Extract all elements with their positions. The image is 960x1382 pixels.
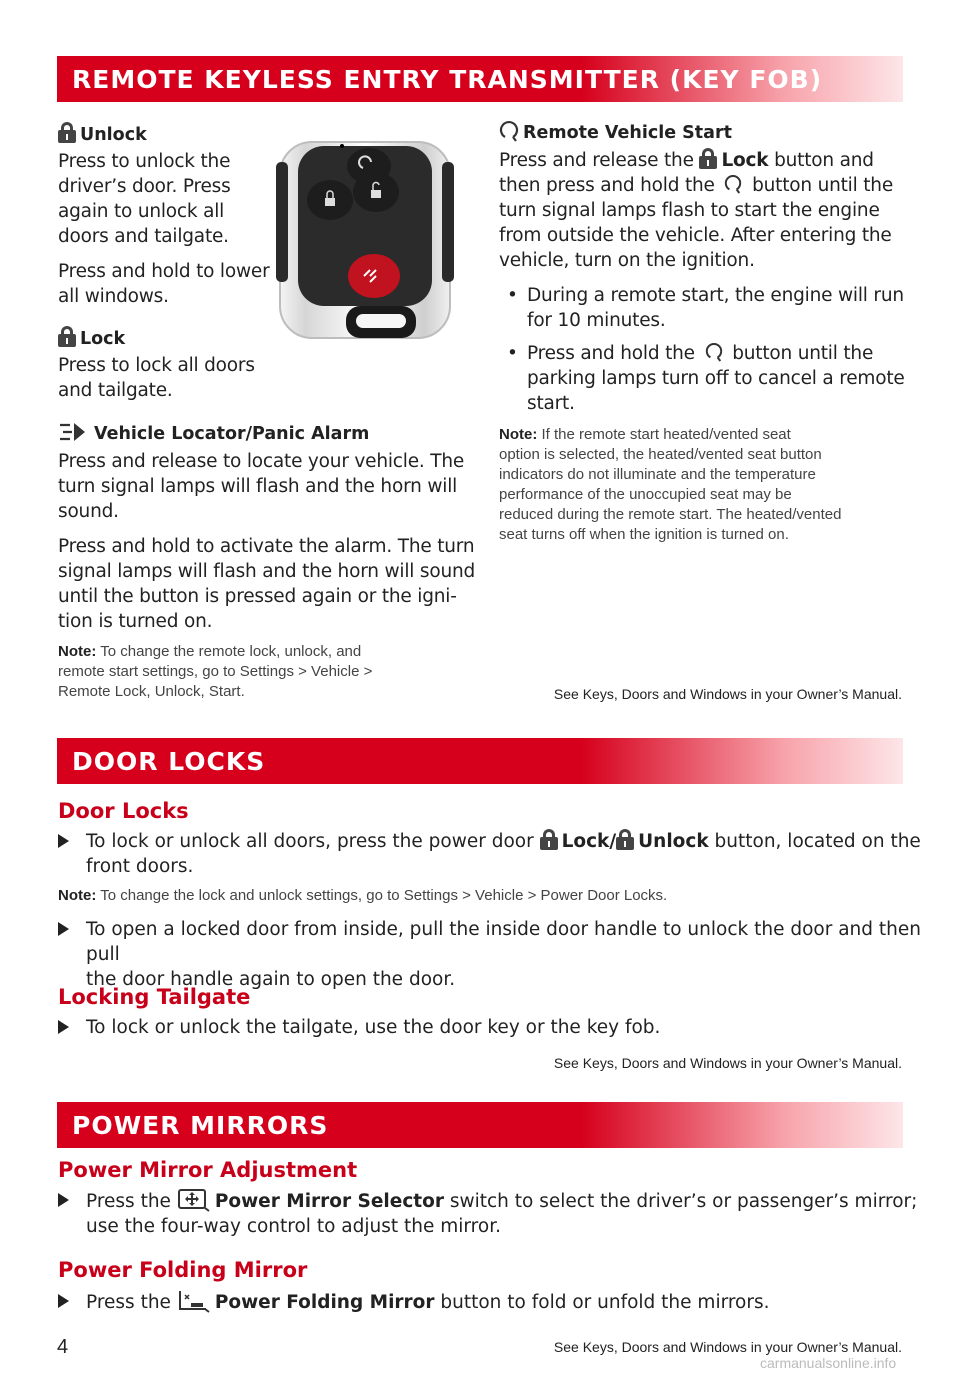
text-line: reduced during the remote start. The heated/vented — [499, 506, 842, 523]
remote-start-heading — [499, 120, 732, 143]
remote-start-icon — [705, 342, 723, 362]
unlock-icon — [616, 829, 634, 850]
mirror-selector-label: Power Mirror Selector — [214, 1191, 444, 1212]
note-label: Note: — [499, 426, 538, 443]
text-span: switch to select the driver’s or passenger’s mirror; — [443, 1191, 918, 1212]
text-span: button, located on the — [708, 831, 921, 852]
text-line: performance of the unoccupied seat may be — [499, 486, 792, 503]
unlock-heading — [58, 122, 147, 145]
text-span: Press and hold the — [527, 343, 701, 364]
lock-title: Lock — [80, 329, 126, 349]
text-line: signal lamps will flash and the horn will sound — [58, 561, 476, 582]
text-line: remote start settings, go to Settings > Vehicle > — [58, 663, 373, 680]
text-line: use the four-way control to adjust the mirror. — [86, 1216, 501, 1237]
owners-manual-reference: See Keys, Doors and Windows in your Owner’s Manual. — [553, 1055, 902, 1071]
door-locks-bullet-2 — [86, 917, 960, 992]
lock-description — [58, 353, 255, 403]
section-title: POWER MIRRORS — [72, 1111, 329, 1140]
text-line: turn signal lamps flash to start the engine — [499, 200, 880, 221]
text-line: for 10 minutes. — [527, 310, 666, 331]
remote-start-bullet-2 — [527, 341, 905, 416]
unlock-hold-description — [58, 259, 270, 309]
remote-start-title: Remote Vehicle Start — [523, 123, 732, 143]
text-line: from outside the vehicle. After entering the — [499, 225, 892, 246]
text-span: button and — [768, 150, 874, 171]
lock-label: Lock — [721, 150, 769, 171]
text-line: Press and hold to activate the alarm. The turn — [58, 536, 475, 557]
folding-mirror-bullet — [86, 1289, 770, 1315]
unlock-description — [58, 149, 231, 249]
text-line: start. — [527, 393, 575, 414]
unlock-title: Unlock — [80, 125, 147, 145]
text-line: To open a locked door from inside, pull the inside door handle to unlock the door and then pull — [86, 919, 921, 965]
remote-start-description — [499, 148, 899, 273]
locator-release-description — [58, 449, 464, 524]
text-span: button to fold or unfold the mirrors. — [434, 1292, 770, 1313]
mirror-selector-icon — [177, 1188, 211, 1212]
text-line: If the remote start heated/vented seat — [537, 426, 791, 443]
section-banner-keyfob — [57, 56, 903, 102]
lock-icon — [58, 326, 76, 347]
mirror-adjustment-heading: Power Mirror Adjustment — [58, 1158, 358, 1182]
bullet-dot: • — [507, 343, 518, 364]
lock-label: Lock/ — [561, 831, 617, 852]
watermark: carmanualsonline.info — [760, 1355, 897, 1371]
remote-start-icon — [499, 120, 519, 142]
remote-start-icon — [724, 174, 742, 194]
note-label: Note: — [58, 887, 97, 904]
text-span: Press and release the — [499, 150, 700, 171]
text-line: To change the remote lock, unlock, and — [96, 643, 362, 660]
text-line: Remote Lock, Unlock, Start. — [58, 683, 245, 700]
text-line: option is selected, the heated/vented seat button — [499, 446, 822, 463]
section-banner-door-locks — [57, 738, 903, 784]
text-line: Press and hold to lower — [58, 261, 270, 282]
door-locks-note — [58, 886, 667, 906]
text-line: seat turns off when the ignition is turned on. — [499, 526, 789, 543]
bullet-arrow-icon — [58, 1193, 69, 1207]
text-line: Press to lock all doors — [58, 355, 255, 376]
text-line: again to unlock all — [58, 201, 225, 222]
key-fob-image — [272, 128, 468, 346]
folding-mirror-label: Power Folding Mirror — [214, 1292, 435, 1313]
text-line: front doors. — [86, 856, 194, 877]
owners-manual-reference: See Keys, Doors and Windows in your Owner’s Manual. — [553, 686, 902, 702]
text-line: sound. — [58, 501, 119, 522]
locator-heading — [58, 421, 369, 444]
text-line: Press to unlock the — [58, 151, 231, 172]
section-title: REMOTE KEYLESS ENTRY TRANSMITTER (KEY FOB) — [72, 65, 823, 94]
text-line: Press and release to locate your vehicle. The — [58, 451, 465, 472]
bullet-arrow-icon — [58, 834, 69, 848]
text-span: button until the — [726, 343, 874, 364]
text-line: turn signal lamps will flash and the horn will — [58, 476, 458, 497]
page-number: 4 — [57, 1336, 69, 1358]
mirror-fold-icon — [177, 1289, 211, 1313]
bullet-dot: • — [507, 285, 518, 306]
text-line: tion is turned on. — [58, 611, 213, 632]
text-span: Press the — [86, 1191, 177, 1212]
mirror-adjustment-bullet — [86, 1188, 917, 1239]
text-line: doors and tailgate. — [58, 226, 229, 247]
locator-hold-description — [58, 534, 475, 634]
remote-start-bullet-1 — [527, 283, 904, 333]
door-locks-heading: Door Locks — [58, 799, 189, 823]
door-locks-bullet-1 — [86, 829, 921, 879]
bullet-arrow-icon — [58, 1020, 69, 1034]
text-line: During a remote start, the engine will run — [527, 285, 904, 306]
note-left — [58, 642, 372, 702]
text-line: vehicle, turn on the ignition. — [499, 250, 755, 271]
panic-alarm-icon — [58, 421, 88, 443]
bullet-arrow-icon — [58, 922, 69, 936]
bullet-arrow-icon — [58, 1294, 69, 1308]
lock-icon — [540, 829, 558, 850]
section-title: DOOR LOCKS — [72, 747, 266, 776]
note-right — [499, 425, 841, 545]
text-line: all windows. — [58, 286, 169, 307]
lock-heading — [58, 326, 125, 349]
note-text: To change the lock and unlock settings, go to Settings > Vehicle > Power Door Locks. — [96, 887, 668, 904]
text-line: and tailgate. — [58, 380, 173, 401]
locator-title: Vehicle Locator/Panic Alarm — [94, 424, 370, 444]
text-line: driver’s door. Press — [58, 176, 231, 197]
lock-icon — [699, 148, 717, 169]
locking-tailgate-heading: Locking Tailgate — [58, 985, 251, 1009]
text-span: button until the — [746, 175, 893, 196]
tailgate-bullet: To lock or unlock the tailgate, use the door key or the key fob. — [86, 1017, 661, 1038]
text-line: until the button is pressed again or the igni- — [58, 586, 457, 607]
owners-manual-reference: See Keys, Doors and Windows in your Owner’s Manual. — [553, 1339, 902, 1355]
text-span: Press the — [86, 1292, 177, 1313]
text-span: To lock or unlock all doors, press the power door — [86, 831, 540, 852]
text-span: then press and hold the — [499, 175, 721, 196]
power-folding-mirror-heading: Power Folding Mirror — [58, 1258, 308, 1282]
section-banner-power-mirrors — [57, 1102, 903, 1148]
text-line: indicators do not illuminate and the temperature — [499, 466, 816, 483]
text-line: the door handle again to open the door. — [86, 969, 456, 990]
note-label: Note: — [58, 643, 97, 660]
unlock-label: Unlock — [638, 831, 709, 852]
text-line: parking lamps turn off to cancel a remote — [527, 368, 905, 389]
unlock-icon — [58, 122, 76, 143]
